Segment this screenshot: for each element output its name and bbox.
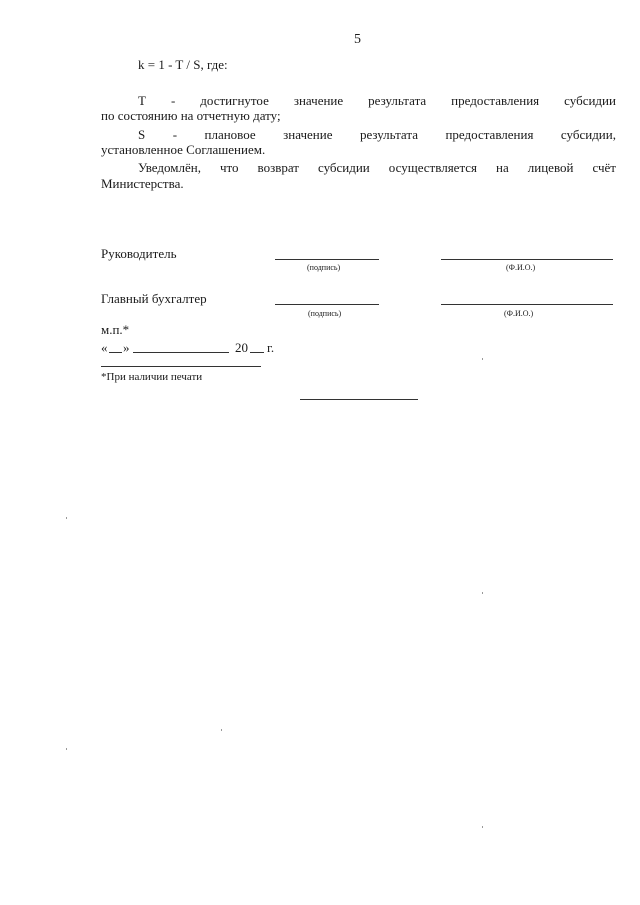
date-year-suffix: г. bbox=[267, 340, 275, 355]
word: достигнутое bbox=[200, 93, 269, 108]
formula: k = 1 - T / S, где: bbox=[138, 57, 228, 72]
word: плановое bbox=[204, 127, 256, 142]
date-year-line bbox=[250, 352, 264, 353]
word: возврат bbox=[257, 160, 299, 175]
word: что bbox=[219, 160, 239, 175]
word: субсидии bbox=[317, 160, 370, 175]
scan-speck bbox=[221, 729, 222, 731]
notice-line1 bbox=[138, 160, 616, 175]
scan-speck bbox=[482, 358, 483, 360]
signature-line bbox=[275, 259, 379, 260]
word: осуществляется bbox=[388, 160, 478, 175]
signature-role-head: Руководитель bbox=[101, 246, 177, 261]
word: - bbox=[170, 93, 176, 108]
word: результата bbox=[359, 127, 418, 142]
notice-line2: Министерства. bbox=[101, 176, 184, 191]
footnote: *При наличии печати bbox=[101, 371, 203, 383]
footnote-separator bbox=[101, 366, 261, 367]
word: предоставления bbox=[445, 127, 534, 142]
signature-caption: (подпись) bbox=[307, 263, 341, 272]
scan-speck bbox=[66, 517, 67, 519]
date-day-line bbox=[109, 352, 122, 353]
name-caption: (Ф.И.О.) bbox=[506, 263, 536, 272]
word: T bbox=[138, 93, 146, 108]
scan-speck bbox=[66, 748, 67, 750]
name-line bbox=[441, 259, 613, 260]
scan-speck bbox=[482, 592, 483, 594]
word: Уведомлён, bbox=[138, 160, 201, 175]
signature-caption: (подпись) bbox=[308, 309, 342, 318]
date-open-quote: « bbox=[101, 340, 108, 355]
definition-s-line1 bbox=[138, 127, 616, 142]
word: счёт bbox=[592, 160, 616, 175]
end-rule bbox=[300, 399, 418, 400]
date-year-prefix: 20 bbox=[235, 340, 248, 355]
page-number: 5 bbox=[354, 32, 361, 47]
word: значение bbox=[293, 93, 344, 108]
definition-s-line2: установленное Соглашением. bbox=[101, 142, 266, 157]
definition-t-line1 bbox=[138, 93, 616, 108]
name-caption: (Ф.И.О.) bbox=[504, 309, 534, 318]
signature-line bbox=[275, 304, 379, 305]
date-close-quote: » bbox=[123, 340, 130, 355]
word: результата bbox=[368, 93, 427, 108]
name-line bbox=[441, 304, 613, 305]
signature-role-accountant: Главный бухгалтер bbox=[101, 291, 207, 306]
word: S bbox=[138, 127, 146, 142]
word: на bbox=[496, 160, 509, 175]
word: значение bbox=[283, 127, 333, 142]
word: субсидии bbox=[564, 93, 616, 108]
definition-t-line2: по состоянию на отчетную дату; bbox=[101, 108, 281, 123]
word: лицевой bbox=[527, 160, 574, 175]
word: - bbox=[172, 127, 178, 142]
word: субсидии, bbox=[560, 127, 616, 142]
date-month-line bbox=[133, 352, 229, 353]
word: предоставления bbox=[451, 93, 540, 108]
stamp-place: м.п.* bbox=[101, 322, 130, 337]
scan-speck bbox=[482, 826, 483, 828]
